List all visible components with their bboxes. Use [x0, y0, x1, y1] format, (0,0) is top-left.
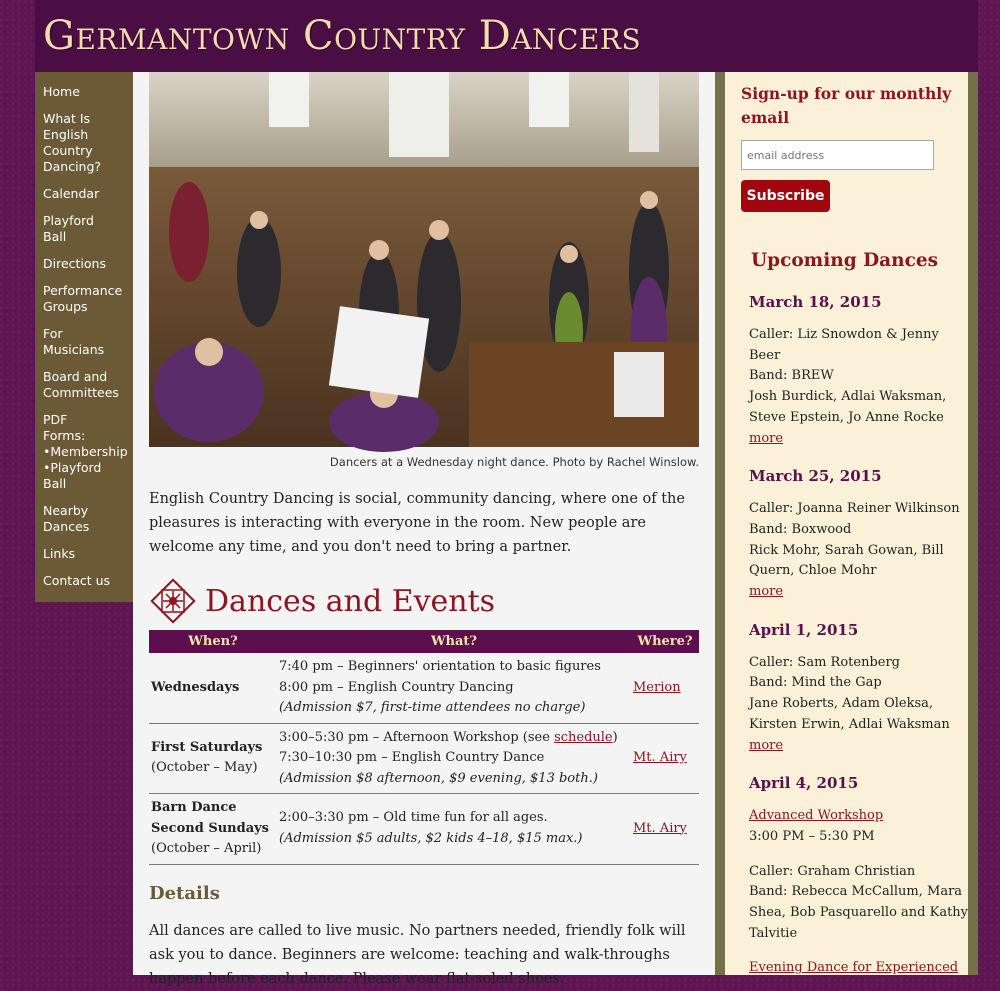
dance-musicians: Rick Mohr, Sarah Gowan, Bill Quern, Chloe Mohr [749, 542, 944, 579]
admission-note: (Admission $5 adults, $2 kids 4–18, $15 max.) [279, 830, 583, 846]
sidebar-item-links[interactable]: Links [43, 546, 76, 561]
intro-text: English Country Dancing is social, community dancing, where one of the pleasures is interacting with everyone in the room. New people are welcome any time, and you don't need to bring a partner. [149, 491, 685, 555]
sidebar-item-nearby-dances[interactable]: Nearby Dances [43, 503, 90, 534]
sidebar-item-home[interactable]: Home [43, 84, 80, 99]
site-header [35, 0, 978, 72]
dance-details [749, 325, 968, 449]
where-cell [631, 794, 699, 865]
dance-band: Band: Boxwood [749, 521, 852, 537]
dance-caller: Caller: Sam Rotenberg [749, 654, 901, 670]
sidebar-item-calendar[interactable]: Calendar [43, 186, 100, 201]
dance-details [749, 806, 968, 979]
sidebar-item-for-musicians[interactable]: For Musicians [43, 326, 105, 357]
dance-caller: Caller: Liz Snowdon & Jenny Beer [749, 327, 939, 363]
what-cell [277, 653, 631, 723]
col-what: What? [277, 630, 631, 653]
admission-note: (Admission $7, first-time attendees no charge) [279, 700, 586, 715]
location-link-mt-airy[interactable]: Mt. Airy [633, 750, 687, 765]
dance-date: March 25, 2015 [749, 467, 882, 486]
when-season: (October – April) [151, 841, 262, 856]
location-link-mt-airy[interactable]: Mt. Airy [633, 820, 687, 836]
details-text: All dances are called to live music. No partners needed, friendly folk will ask you to dance. Beginners are welcome: teaching and walk-throughs happen before each dance. Please wear flat-soled shoes. [149, 922, 686, 987]
sidebar-nav [35, 72, 133, 602]
what-line: 3:00–5:30 pm – Afternoon Workshop (see [279, 729, 555, 745]
more-link[interactable]: more [749, 430, 784, 446]
events-title: Dances and Events [205, 583, 496, 619]
location-link-merion[interactable]: Merion [633, 679, 681, 695]
events-table [149, 630, 699, 865]
email-input[interactable] [741, 140, 934, 170]
when-label: First Saturdays [151, 739, 263, 755]
where-cell [631, 723, 699, 794]
site-title[interactable] [43, 13, 641, 59]
dance-details [749, 653, 968, 757]
more-link[interactable]: more [749, 584, 784, 600]
right-sidebar [715, 72, 978, 975]
signup-heading: Sign-up for our monthly email [741, 84, 952, 127]
sidebar-item-contact[interactable]: Contact us [43, 573, 111, 588]
sidebar-item-performance-groups[interactable]: Performance Groups [43, 283, 123, 314]
table-row [149, 723, 699, 794]
table-row [149, 794, 699, 865]
sidebar-item-board[interactable]: Board and Committees [43, 369, 119, 400]
dance-entry [749, 774, 968, 979]
col-when: When? [149, 630, 277, 653]
dance-band: Band: BREW [749, 368, 834, 384]
workshop-time: 3:00 PM – 5:30 PM [749, 828, 875, 844]
dance-caller: Caller: Joanna Reiner Wilkinson [749, 501, 960, 517]
when-cell [149, 794, 277, 865]
table-row [149, 653, 699, 723]
col-where: Where? [631, 630, 699, 653]
dance-band: Band: Rebecca McCallum, Mara Shea, Bob Pasquarello and Kathy Talvitie [749, 884, 969, 941]
events-heading [149, 575, 699, 627]
dance-musicians: Jane Roberts, Adam Oleksa, Kirsten Erwin, Adlai Waksman [749, 696, 950, 732]
sidebar-item-playford-ball[interactable]: Playford Ball [43, 213, 94, 244]
dance-caller: Caller: Graham Christian [749, 863, 916, 879]
when-cell [149, 653, 277, 723]
what-line: 7:40 pm – Beginners' orientation to basic figures [279, 659, 601, 674]
dance-photo [149, 72, 699, 447]
what-cell [277, 794, 631, 865]
what-line: 8:00 pm – English Country Dancing [279, 679, 514, 695]
when-label: Second Sundays [151, 820, 269, 836]
schedule-link[interactable]: schedule [554, 729, 613, 745]
admission-note: (Admission $8 afternoon, $9 evening, $13 both.) [279, 770, 598, 786]
what-line-end: ) [612, 729, 618, 745]
details-heading: Details [149, 882, 220, 904]
what-cell [277, 723, 631, 794]
sidebar-item-what-is-ecd[interactable]: What Is English Country Dancing? [43, 111, 102, 174]
what-line: 7:30–10:30 pm – English Country Dance [279, 750, 545, 765]
when-label: Wednesdays [151, 679, 240, 695]
dance-date: April 1, 2015 [749, 620, 859, 639]
when-label: Barn Dance [151, 800, 237, 815]
dance-entry [749, 467, 968, 603]
dance-date: March 18, 2015 [749, 293, 882, 311]
dance-entry [749, 293, 968, 449]
photo-caption: Dancers at a Wednesday night dance. Photo by Rachel Winslow. [329, 455, 699, 469]
more-link[interactable]: more [749, 737, 784, 753]
sidebar-item-pdf-forms[interactable]: PDF Forms: •Membership •Playford Ball [43, 412, 128, 491]
upcoming-heading: Upcoming Dances [751, 250, 939, 271]
workshop-link[interactable]: Advanced Workshop [749, 808, 884, 824]
ornament-icon [149, 577, 197, 625]
what-line: 2:00–3:30 pm – Old time fun for all ages. [279, 810, 548, 826]
site-title-text[interactable]: Germantown Country Dancers [43, 13, 642, 59]
dance-band: Band: Mind the Gap [749, 675, 882, 691]
main-content [133, 72, 715, 987]
when-season: (October – May) [151, 760, 258, 776]
evening-dance-link[interactable]: Evening Dance for Experienced [749, 960, 959, 976]
dance-details [749, 499, 968, 603]
sidebar-item-directions[interactable]: Directions [43, 256, 106, 271]
where-cell [631, 653, 699, 723]
dance-musicians: Josh Burdick, Adlai Waksman, Steve Epstein, Jo Anne Rocke [749, 389, 947, 425]
dance-date: April 4, 2015 [749, 774, 859, 793]
when-cell [149, 723, 277, 794]
dance-entry [749, 621, 968, 757]
subscribe-button[interactable]: Subscribe [741, 180, 830, 212]
